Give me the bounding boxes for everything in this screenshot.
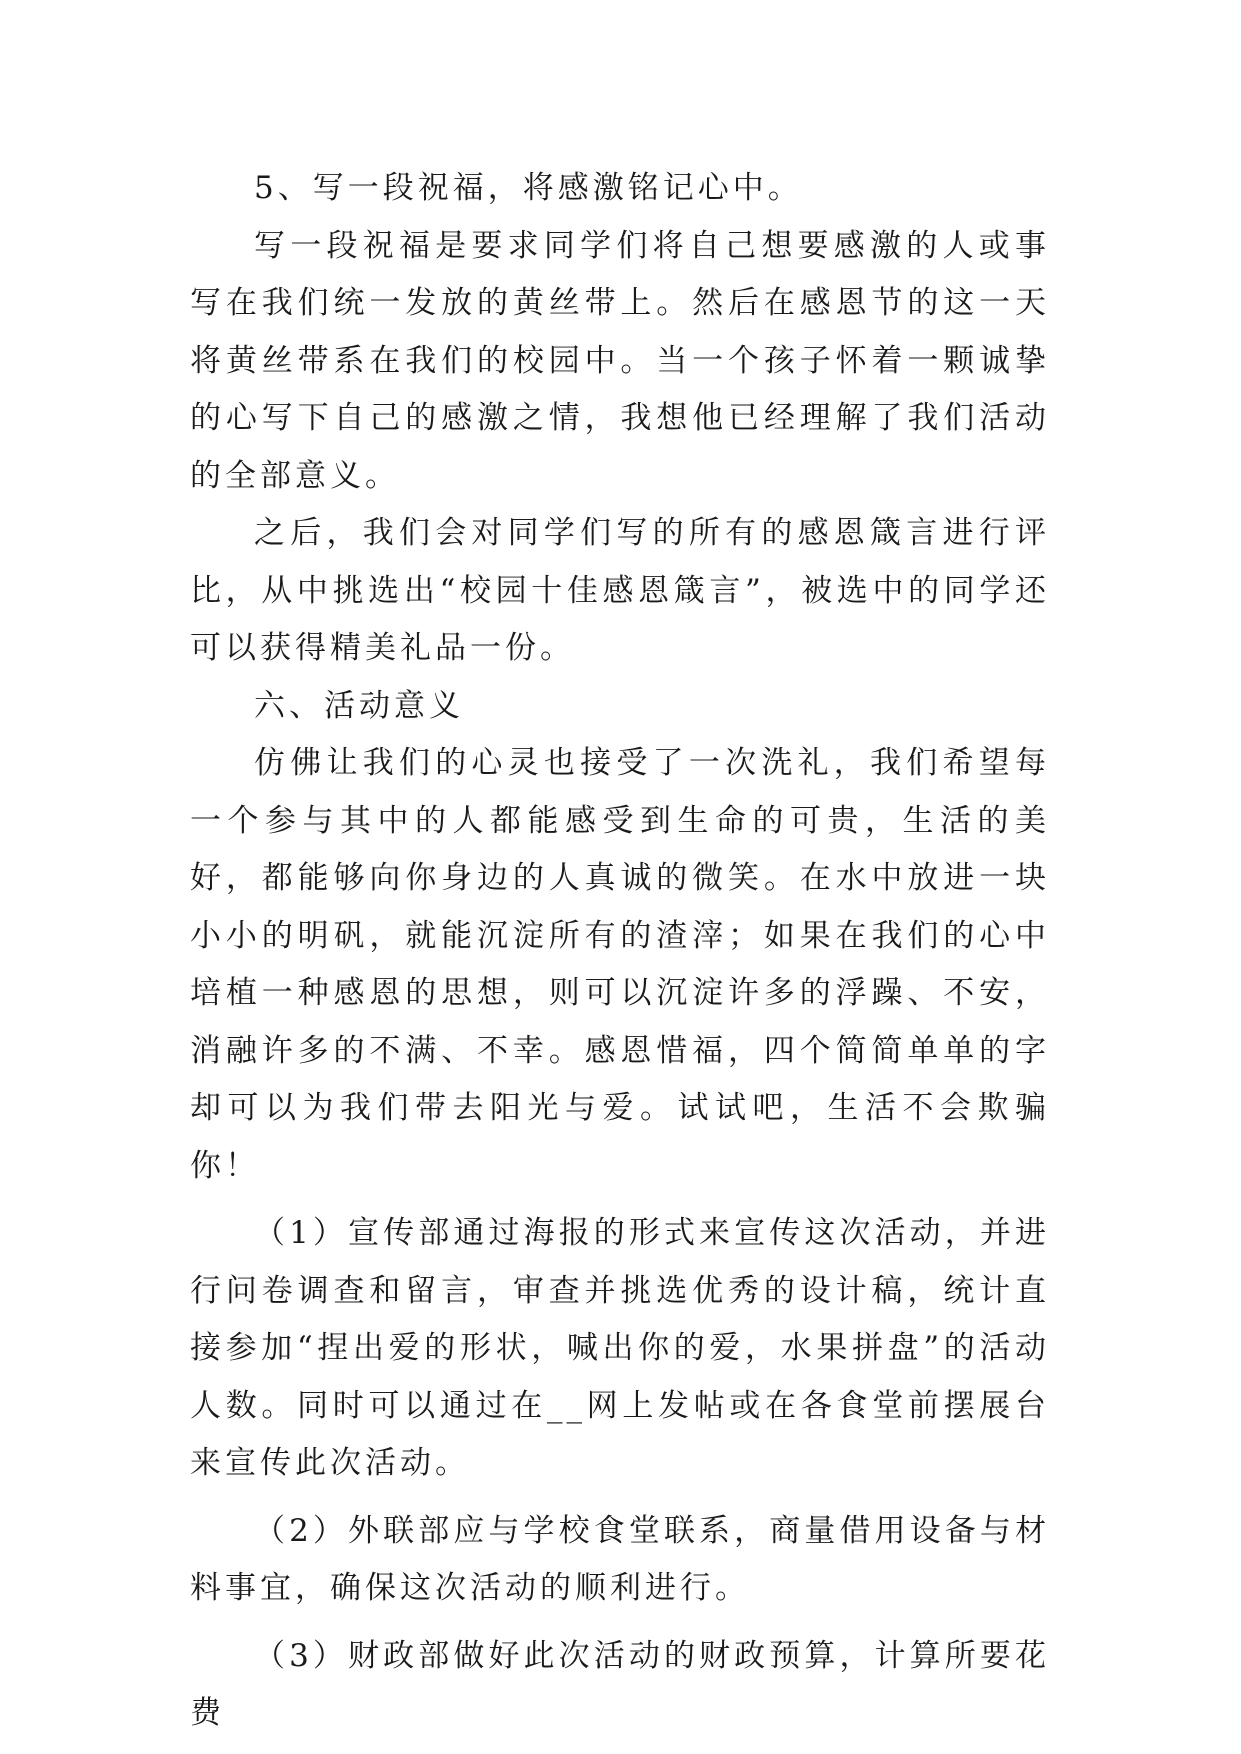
paragraph-evaluation: 之后，我们会对同学们写的所有的感恩箴言进行评比，从中挑选出“校园十佳感恩箴言”，被选中的同学还可以获得精美礼品一份。	[190, 515, 1050, 666]
section-heading-significance: 六、活动意义	[254, 687, 464, 724]
paragraph-significance: 仿佛让我们的心灵也接受了一次洗礼，我们希望每一个参与其中的人都能感受到生命的可贵，生活的美好，都能够向你身边的人真诚的微笑。在水中放进一块小小的明矾，就能沉淀所有的渣滓；如果在我们的心中培植一种感恩的思想，则可以沉淀许多的浮躁、不安，消融许多的不满、不幸。感恩惜福，四个简简单单的字却可以为我们带去阳光与爱。试试吧，生活不会欺骗你！	[190, 745, 1050, 1184]
paragraph-blessing-description: 写一段祝福是要求同学们将自己想要感激的人或事写在我们统一发放的黄丝带上。然后在感恩节的这一天将黄丝带系在我们的校园中。当一个孩子怀着一颗诚挚的心写下自己的感激之情，我想他已经理解了我们活动的全部意义。	[190, 227, 1050, 494]
paragraph-heading-5: 5、写一段祝福，将感激铭记心中。	[254, 170, 803, 206]
document-body	[190, 160, 1050, 1743]
paragraph-item-1: （1）宣传部通过海报的形式来宣传这次活动，并进行问卷调查和留言，审查并挑选优秀的设计稿，统计直接参加“捏出爱的形状，喊出你的爱，水果拼盘”的活动人数。同时可以通过在__网上发帖或在各食堂前摆展台来宣传此次活动。	[190, 1215, 1050, 1481]
paragraph-item-3: （3）财政部做好此次活动的财政预算，计算所要花费	[190, 1637, 1050, 1731]
paragraph-item-2: （2）外联部应与学校食堂联系，商量借用设备与材料事宜，确保这次活动的顺利进行。	[190, 1512, 1050, 1606]
